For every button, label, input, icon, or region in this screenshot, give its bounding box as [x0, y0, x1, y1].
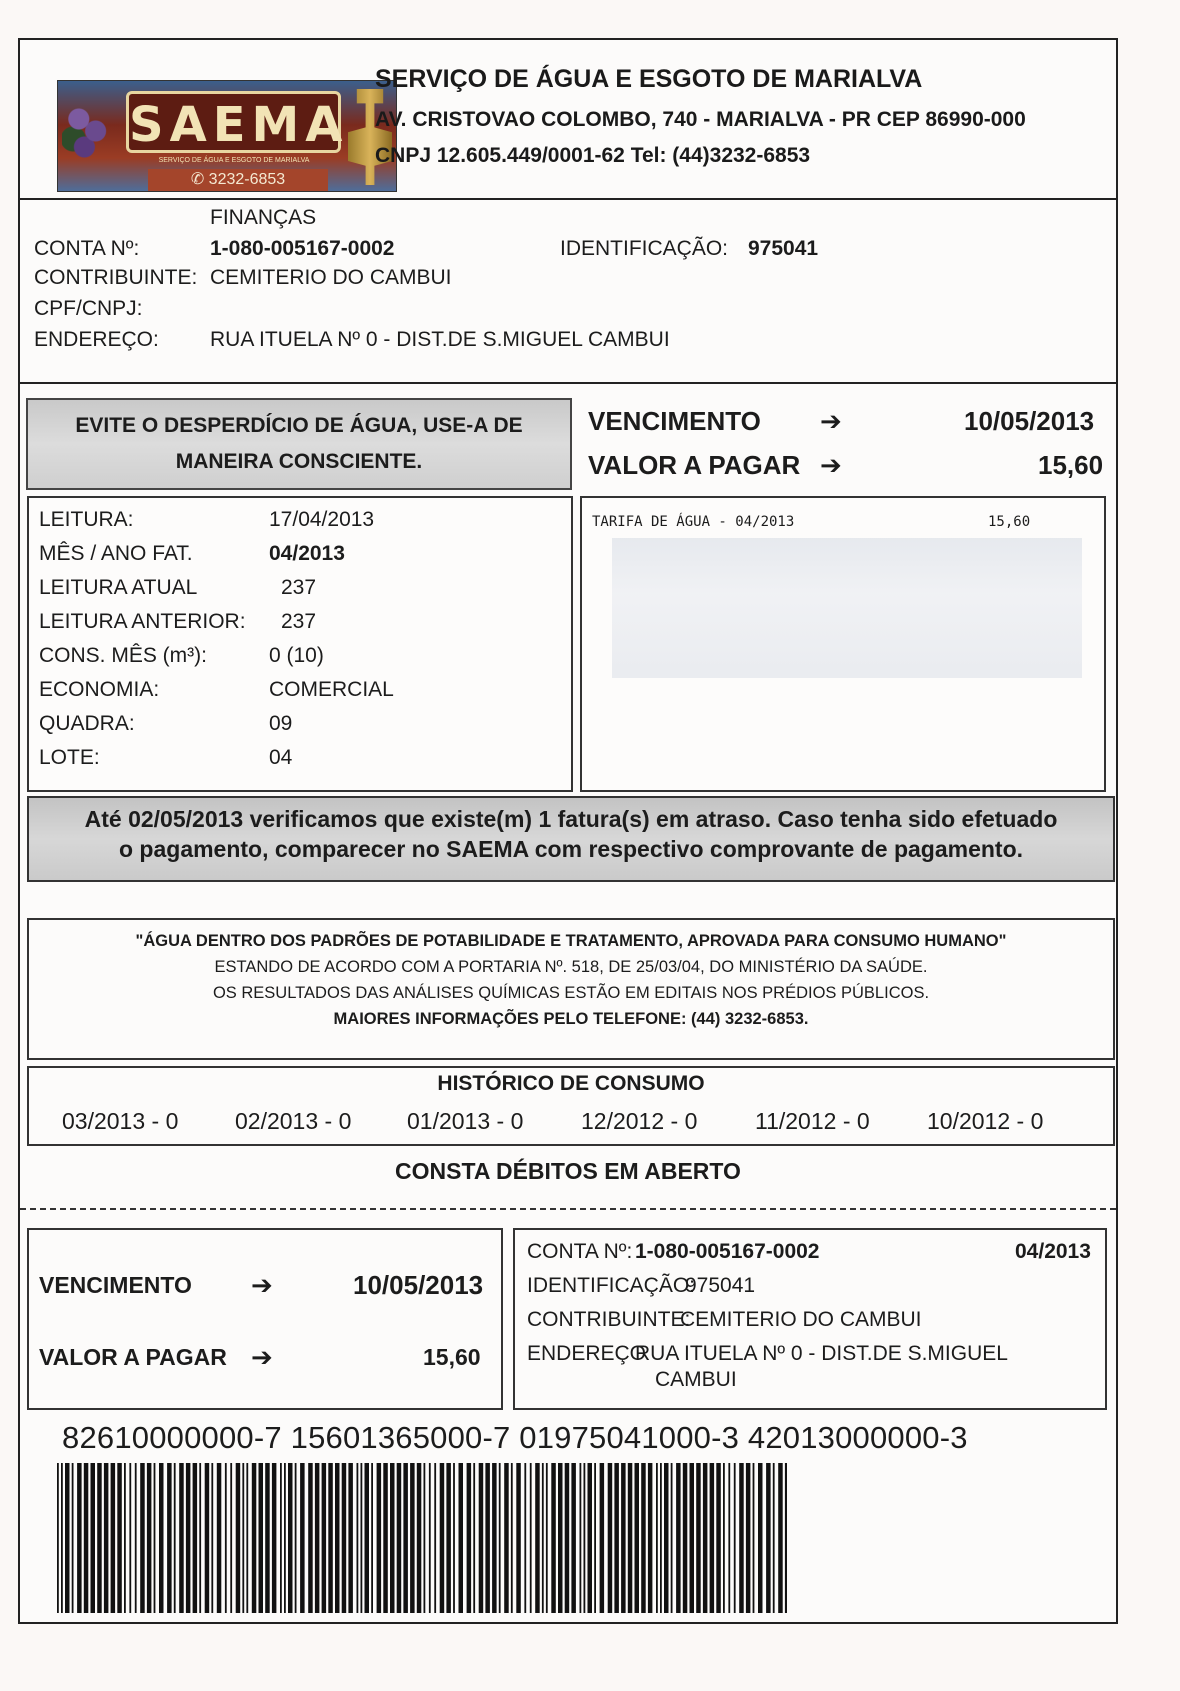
barcode-bar [111, 1463, 116, 1613]
barcode-bar [535, 1463, 540, 1613]
barcode-bar [225, 1463, 227, 1613]
barcode-bar [504, 1463, 509, 1613]
barcode-bar [524, 1463, 526, 1613]
barcode-bar [530, 1463, 532, 1613]
barcode-bar [246, 1463, 248, 1613]
barcode-bar [600, 1463, 605, 1613]
barcode-bar [479, 1463, 484, 1613]
barcode-bar [236, 1463, 241, 1613]
cut-line [20, 1208, 1116, 1210]
stub-conta-label: CONTA Nº: [527, 1240, 633, 1263]
payment-barcode [57, 1463, 787, 1613]
tariff-description: TARIFA DE ÁGUA - 04/2013 [592, 514, 795, 530]
conta-label: CONTA Nº: [34, 237, 140, 260]
barcode-bar [174, 1463, 176, 1613]
barcode-bar [696, 1463, 701, 1613]
payment-stub-summary [27, 1228, 503, 1410]
tariff-value: 15,60 [988, 514, 1031, 530]
stub-amount-value: 15,60 [423, 1344, 481, 1370]
quality-line-3: OS RESULTADOS DAS ANÁLISES QUÍMICAS ESTÃO EM EDITAIS NOS PRÉDIOS PÚBLICOS. [212, 984, 930, 1002]
barcode-bar [571, 1463, 576, 1613]
barcode-bar [295, 1463, 297, 1613]
meter-reading-box [27, 496, 573, 792]
barcode-bar [230, 1463, 232, 1613]
barcode-bar [342, 1463, 347, 1613]
amount-label: VALOR A PAGAR [588, 450, 801, 480]
barcode-bar [542, 1463, 544, 1613]
barcode-bar [656, 1463, 658, 1613]
barcode-bar [785, 1463, 787, 1613]
barcode-bar [397, 1463, 402, 1613]
barcode-bar [753, 1463, 755, 1613]
notice-line-2: MANEIRA CONSCIENTE. [175, 450, 423, 473]
barcode-bar [383, 1463, 388, 1613]
barcode-bar [403, 1463, 408, 1613]
barcode-bar [723, 1463, 725, 1613]
barcode-bar [434, 1463, 436, 1613]
barcode-bar [516, 1463, 521, 1613]
identificacao-value: 975041 [748, 237, 819, 260]
barcode-bar [608, 1463, 613, 1613]
conservation-notice [26, 398, 572, 490]
logo-phone: ✆ 3232-6853 [148, 169, 328, 191]
barcode-bar [703, 1463, 708, 1613]
reading-value: 0 (10) [269, 644, 324, 667]
barcode-bar [284, 1463, 286, 1613]
barcode-bar [648, 1463, 653, 1613]
barcode-bar [348, 1463, 353, 1613]
barcode-bar [265, 1463, 270, 1613]
barcode-bar [242, 1463, 244, 1613]
stub-amount-label: VALOR A PAGAR [39, 1344, 227, 1370]
reading-label: QUADRA: [39, 712, 135, 735]
stub-due-value: 10/05/2013 [353, 1270, 484, 1300]
barcode-bar [322, 1463, 327, 1613]
barcode-bar [690, 1463, 695, 1613]
account-info [20, 200, 1116, 384]
reading-label: MÊS / ANO FAT. [39, 542, 193, 565]
barcode-bar [217, 1463, 222, 1613]
consumption-history [27, 1066, 1115, 1146]
barcode-bar [671, 1463, 673, 1613]
valve-icon [348, 89, 392, 185]
notice-line-1: EVITE O DESPERDÍCIO DE ÁGUA, USE-A DE [75, 414, 523, 437]
stub-endereco-value-2: CAMBUI [655, 1368, 737, 1391]
reading-value: 04 [269, 746, 293, 769]
barcode-bar [308, 1463, 313, 1613]
quality-line-2: ESTANDO DE ACORDO COM A PORTARIA Nº. 518, DE 25/03/04, DO MINISTÉRIO DA SAÚDE. [214, 958, 928, 976]
barcode-bar [124, 1463, 126, 1613]
barcode-bar [499, 1463, 501, 1613]
barcode-bar [328, 1463, 333, 1613]
identificacao-label: IDENTIFICAÇÃO: [560, 237, 729, 260]
barcode-bar [147, 1463, 152, 1613]
reading-value: 04/2013 [269, 542, 345, 565]
barcode-bar [91, 1463, 96, 1613]
barcode-bar [594, 1463, 596, 1613]
stub-endereco-label: ENDEREÇO [527, 1342, 647, 1365]
barcode-bar [683, 1463, 688, 1613]
barcode-bar [252, 1463, 256, 1613]
barcode-bar [473, 1463, 475, 1613]
barcode-bar [635, 1463, 640, 1613]
barcode-bar [440, 1463, 445, 1613]
stub-conta-value: 1-080-005167-0002 [635, 1240, 820, 1263]
barcode-bar [676, 1463, 681, 1613]
barcode-bar [558, 1463, 563, 1613]
barcode-bar [429, 1463, 431, 1613]
reading-label: ECONOMIA: [39, 678, 160, 701]
conta-value: 1-080-005167-0002 [210, 237, 395, 260]
barcode-bar [546, 1463, 548, 1613]
reading-label: LEITURA ATUAL [39, 576, 198, 599]
history-entry: 02/2013 - 0 [235, 1108, 352, 1134]
barcode-bar [565, 1463, 570, 1613]
reading-label: LEITURA: [39, 508, 134, 531]
barcode-bar [710, 1463, 715, 1613]
payment-stub-account [513, 1228, 1107, 1410]
contribuinte-value: CEMITERIO DO CAMBUI [210, 266, 452, 289]
barcode-bar [551, 1463, 556, 1613]
barcode-bar [335, 1463, 340, 1613]
barcode-bar [72, 1463, 74, 1613]
reading-value: 237 [281, 610, 317, 633]
reading-label: LEITURA ANTERIOR: [39, 610, 246, 633]
barcode-bar [758, 1463, 763, 1613]
stub-due-label: VENCIMENTO [39, 1272, 192, 1298]
arrow-right-icon: ➔ [251, 1270, 273, 1300]
history-entry: 03/2013 - 0 [62, 1108, 179, 1134]
barcode-bar [104, 1463, 109, 1613]
quality-line-1: "ÁGUA DENTRO DOS PADRÕES DE POTABILIDADE E TRATAMENTO, APROVADA PARA CONSUMO HUMANO" [135, 932, 1007, 950]
cpf-label: CPF/CNPJ: [34, 297, 143, 320]
barcode-bar [773, 1463, 775, 1613]
barcode-bar [193, 1463, 198, 1613]
reading-value: 17/04/2013 [269, 508, 375, 531]
barcode-bar [140, 1463, 145, 1613]
digitable-line: 82610000000-7 15601365000-7 01975041000-3 42013000000-3 [62, 1420, 968, 1455]
company-cnpj-phone: CNPJ 12.605.449/0001-62 Tel: (44)3232-6853 [375, 144, 811, 167]
barcode-bar [211, 1463, 213, 1613]
arrow-right-icon: ➔ [820, 450, 842, 480]
late-line-2: o pagamento, comparecer no SAEMA com respectivo comprovante de pagamento. [118, 836, 1024, 862]
due-date-label: VENCIMENTO [588, 406, 761, 436]
barcode-bar [766, 1463, 771, 1613]
logo-subtitle: SERVIÇO DE ÁGUA E ESGOTO DE MARIALVA [158, 157, 310, 164]
barcode-bar [97, 1463, 102, 1613]
barcode-bar [580, 1463, 582, 1613]
barcode-bar [365, 1463, 370, 1613]
barcode-bar [584, 1463, 586, 1613]
barcode-bar [361, 1463, 363, 1613]
watermark-image [612, 538, 1082, 678]
barcode-bar [84, 1463, 89, 1613]
arrow-right-icon: ➔ [820, 406, 842, 436]
late-payment-warning [27, 796, 1115, 882]
barcode-bar [467, 1463, 472, 1613]
barcode-bar [417, 1463, 422, 1613]
barcode-bar [485, 1463, 490, 1613]
stub-contribuinte-value: CEMITERIO DO CAMBUI [680, 1308, 922, 1331]
reading-value: 09 [269, 712, 293, 735]
stub-identificacao-label: IDENTIFICAÇÃO: [527, 1274, 696, 1297]
barcode-bar [129, 1463, 131, 1613]
barcode-bar [61, 1463, 63, 1613]
section-title: FINANÇAS [210, 206, 317, 229]
barcode-bar [778, 1463, 783, 1613]
amount-value: 15,60 [1038, 450, 1104, 480]
endereco-value: RUA ITUELA Nº 0 - DIST.DE S.MIGUEL CAMBUI [210, 328, 670, 351]
contribuinte-label: CONTRIBUINTE: [34, 266, 198, 289]
stub-period: 04/2013 [1015, 1240, 1091, 1263]
barcode-bar [300, 1463, 305, 1613]
barcode-bar [199, 1463, 201, 1613]
barcode-bar [511, 1463, 513, 1613]
barcode-bar [728, 1463, 730, 1613]
reading-value: COMERCIAL [269, 678, 394, 701]
barcode-bar [65, 1463, 70, 1613]
late-line-1: Até 02/05/2013 verificamos que existe(m) 1 fatura(s) em atraso. Caso tenha sido efetuado [84, 806, 1058, 832]
barcode-bar [205, 1463, 210, 1613]
barcode-bar [377, 1463, 382, 1613]
due-date-value: 10/05/2013 [964, 406, 1095, 436]
barcode-bar [57, 1463, 59, 1613]
barcode-bar [424, 1463, 426, 1613]
history-title: HISTÓRICO DE CONSUMO [437, 1072, 705, 1095]
history-entry: 01/2013 - 0 [407, 1108, 524, 1134]
water-quality-statement [27, 918, 1115, 1060]
barcode-bar [117, 1463, 122, 1613]
barcode-bar [357, 1463, 359, 1613]
barcode-bar [641, 1463, 646, 1613]
barcode-bar [746, 1463, 751, 1613]
quality-line-4: MAIORES INFORMAÇÕES PELO TELEFONE: (44) 3232-6853. [333, 1010, 809, 1028]
barcode-bar [77, 1463, 82, 1613]
barcode-bar [315, 1463, 320, 1613]
history-entry: 12/2012 - 0 [581, 1108, 698, 1134]
barcode-bar [179, 1463, 184, 1613]
barcode-bar [272, 1463, 277, 1613]
endereco-label: ENDEREÇO: [34, 328, 159, 351]
barcode-bar [154, 1463, 156, 1613]
stub-endereco-value: RUA ITUELA Nº 0 - DIST.DE S.MIGUEL [635, 1342, 1008, 1365]
company-name: SERVIÇO DE ÁGUA E ESGOTO DE MARIALVA [375, 65, 923, 93]
barcode-bar [186, 1463, 191, 1613]
arrow-right-icon: ➔ [251, 1342, 273, 1372]
barcode-bar [664, 1463, 669, 1613]
reading-label: CONS. MÊS (m³): [39, 644, 207, 667]
barcode-bar [628, 1463, 633, 1613]
barcode-bar [614, 1463, 619, 1613]
stub-contribuinte-label: CONTRIBUINTE: [527, 1308, 691, 1331]
barcode-bar [588, 1463, 593, 1613]
barcode-bar [459, 1463, 464, 1613]
barcode-bar [716, 1463, 721, 1613]
bill-frame [18, 38, 1118, 1624]
reading-label: LOTE: [39, 746, 100, 769]
barcode-bar [660, 1463, 662, 1613]
tariff-box [580, 496, 1106, 792]
barcode-bar [259, 1463, 264, 1613]
barcode-bar [492, 1463, 497, 1613]
logo-name: SAEMA [126, 91, 341, 153]
barcode-bar [288, 1463, 293, 1613]
barcode-bar [446, 1463, 451, 1613]
saema-logo [57, 80, 397, 192]
barcode-bar [135, 1463, 137, 1613]
barcode-bar [410, 1463, 415, 1613]
reading-value: 237 [281, 576, 317, 599]
barcode-bar [159, 1463, 164, 1613]
stub-identificacao-value: 975041 [685, 1274, 756, 1297]
barcode-bar [280, 1463, 282, 1613]
grapes-icon [62, 95, 118, 175]
bill-header [20, 40, 1116, 200]
company-address: AV. CRISTOVAO COLOMBO, 740 - MARIALVA - PR CEP 86990-000 [375, 108, 1026, 131]
barcode-bar [371, 1463, 373, 1613]
open-debts-title: CONSTA DÉBITOS EM ABERTO [395, 1158, 741, 1184]
history-entry: 11/2012 - 0 [755, 1108, 870, 1134]
barcode-bar [739, 1463, 744, 1613]
barcode-bar [621, 1463, 626, 1613]
history-entry: 10/2012 - 0 [927, 1108, 1044, 1134]
barcode-bar [167, 1463, 172, 1613]
barcode-bar [734, 1463, 736, 1613]
barcode-bar [390, 1463, 395, 1613]
barcode-bar [453, 1463, 455, 1613]
